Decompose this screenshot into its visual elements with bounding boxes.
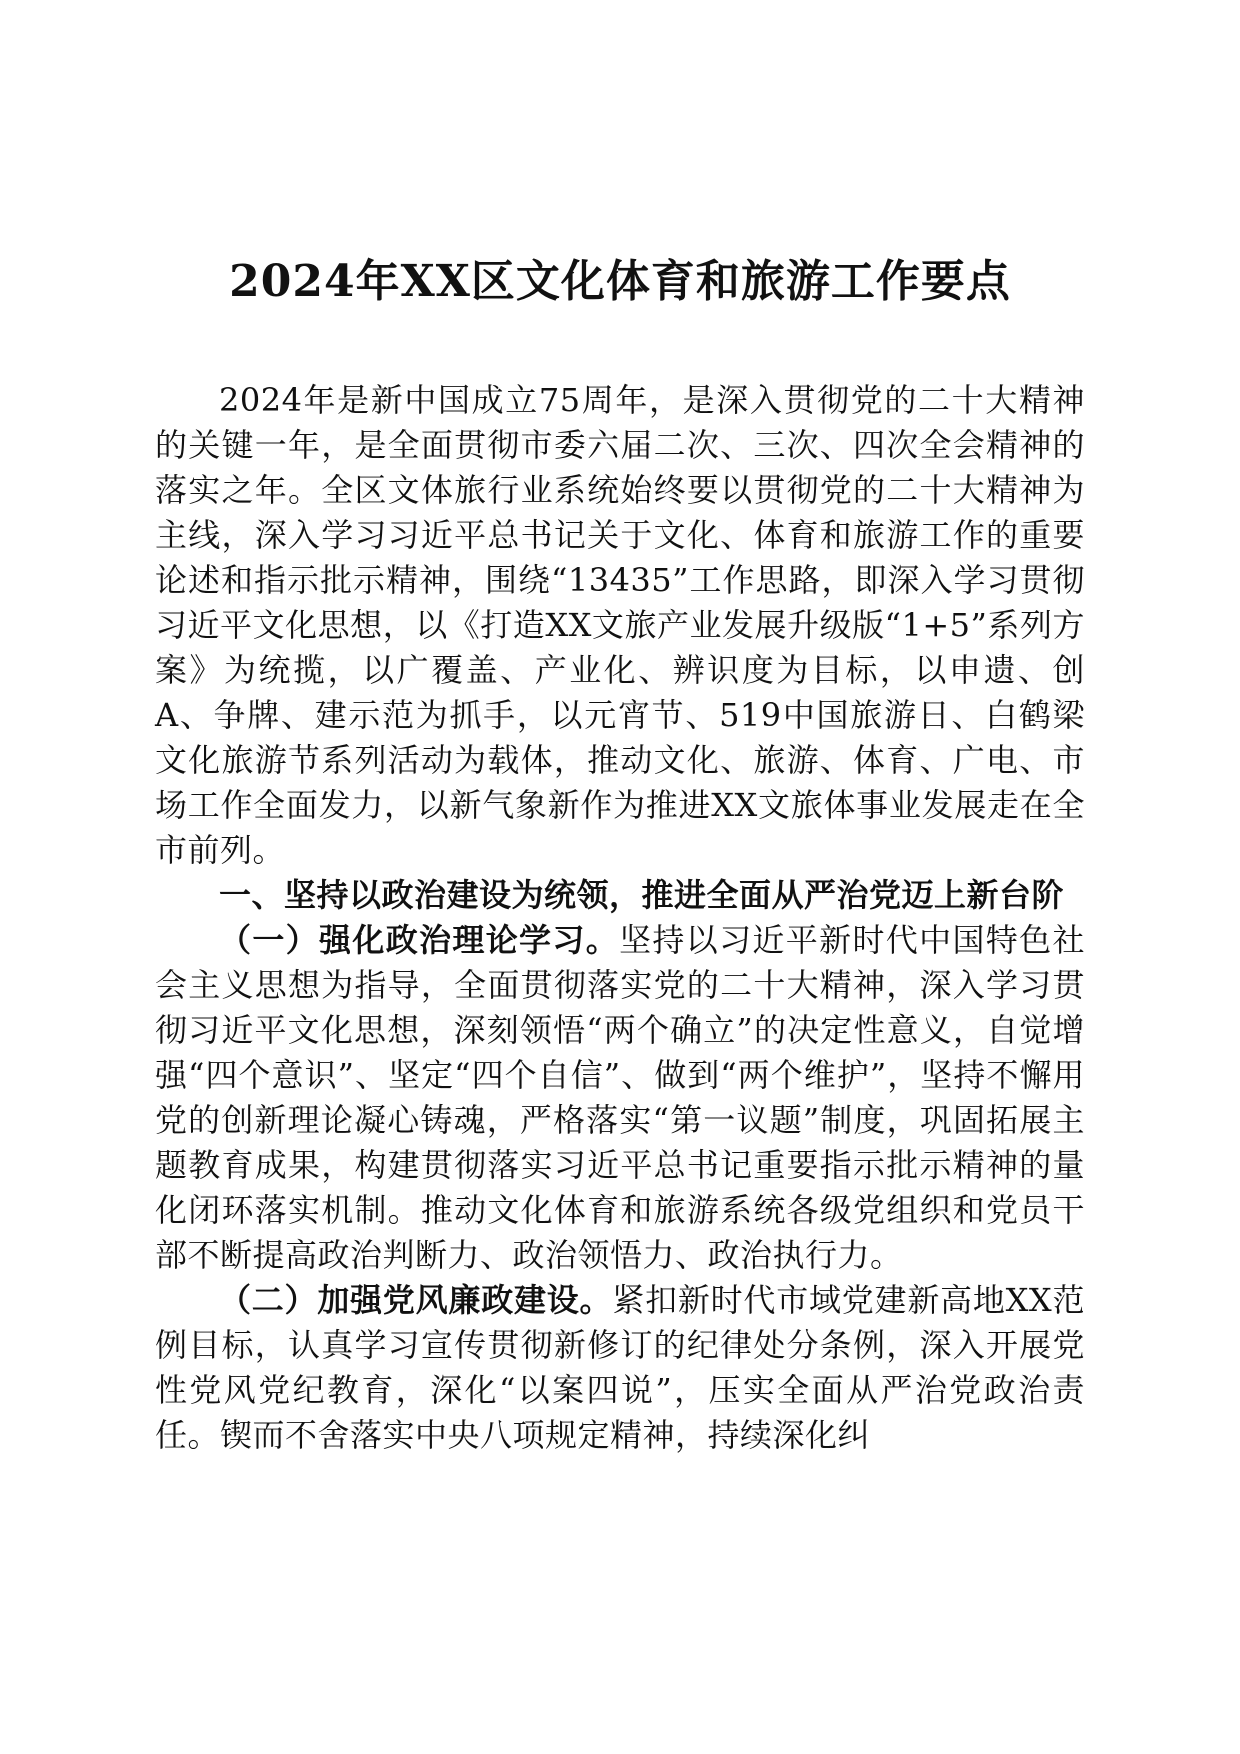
item-body-2: 紧扣新时代市域党建新高地XX范例目标，认真学习宣传贯彻新修订的纪律处分条例，深入开展党性党风党纪教育，深化“以案四说”，压实全面从严治党政治责任。锲而不舍落实中央八项规定精神，持续深化纠 <box>155 1281 1085 1454</box>
item-paragraph-1 <box>155 918 1085 1278</box>
item-title-1: （一）强化政治理论学习。 <box>219 921 620 959</box>
document-title: 2024年XX区文化体育和旅游工作要点 <box>229 256 1011 307</box>
item-title-2: （二）加强党风廉政建设。 <box>219 1281 613 1319</box>
section-heading-1: 一、坚持以政治建设为统领，推进全面从严治党迈上新台阶 <box>219 876 1065 914</box>
item-body-1: 坚持以习近平新时代中国特色社会主义思想为指导，全面贯彻落实党的二十大精神，深入学习贯彻习近平文化思想，深刻领悟“两个确立”的决定性意义，自觉增强“四个意识”、坚定“四个自信”、做到“两个维护”，坚持不懈用党的创新理论凝心铸魂，严格落实“第一议题”制度，巩固拓展主题教育成果，构建贯彻落实习近平总书记重要指示批示精神的量化闭环落实机制。推动文化体育和旅游系统各级党组织和党员干部不断提高政治判断力、政治领悟力、政治执行力。 <box>155 921 1085 1274</box>
item-paragraph-2 <box>155 1278 1085 1458</box>
intro-paragraph: 2024年是新中国成立75周年，是深入贯彻党的二十大精神的关键一年，是全面贯彻市委六届二次、三次、四次全会精神的落实之年。全区文体旅行业系统始终要以贯彻党的二十大精神为主线，深入学习习近平总书记关于文化、体育和旅游工作的重要论述和指示批示精神，围绕“13435”工作思路，即深入学习贯彻习近平文化思想，以《打造XX文旅产业发展升级版“1+5”系列方案》为统揽，以广覆盖、产业化、辨识度为目标，以申遗、创A、争牌、建示范为抓手，以元宵节、519中国旅游日、白鹤梁文化旅游节系列活动为载体，推动文化、旅游、体育、广电、市场工作全面发力，以新气象新作为推进XX文旅体事业发展走在全市前列。 <box>155 381 1085 869</box>
document-body <box>155 378 1085 1458</box>
